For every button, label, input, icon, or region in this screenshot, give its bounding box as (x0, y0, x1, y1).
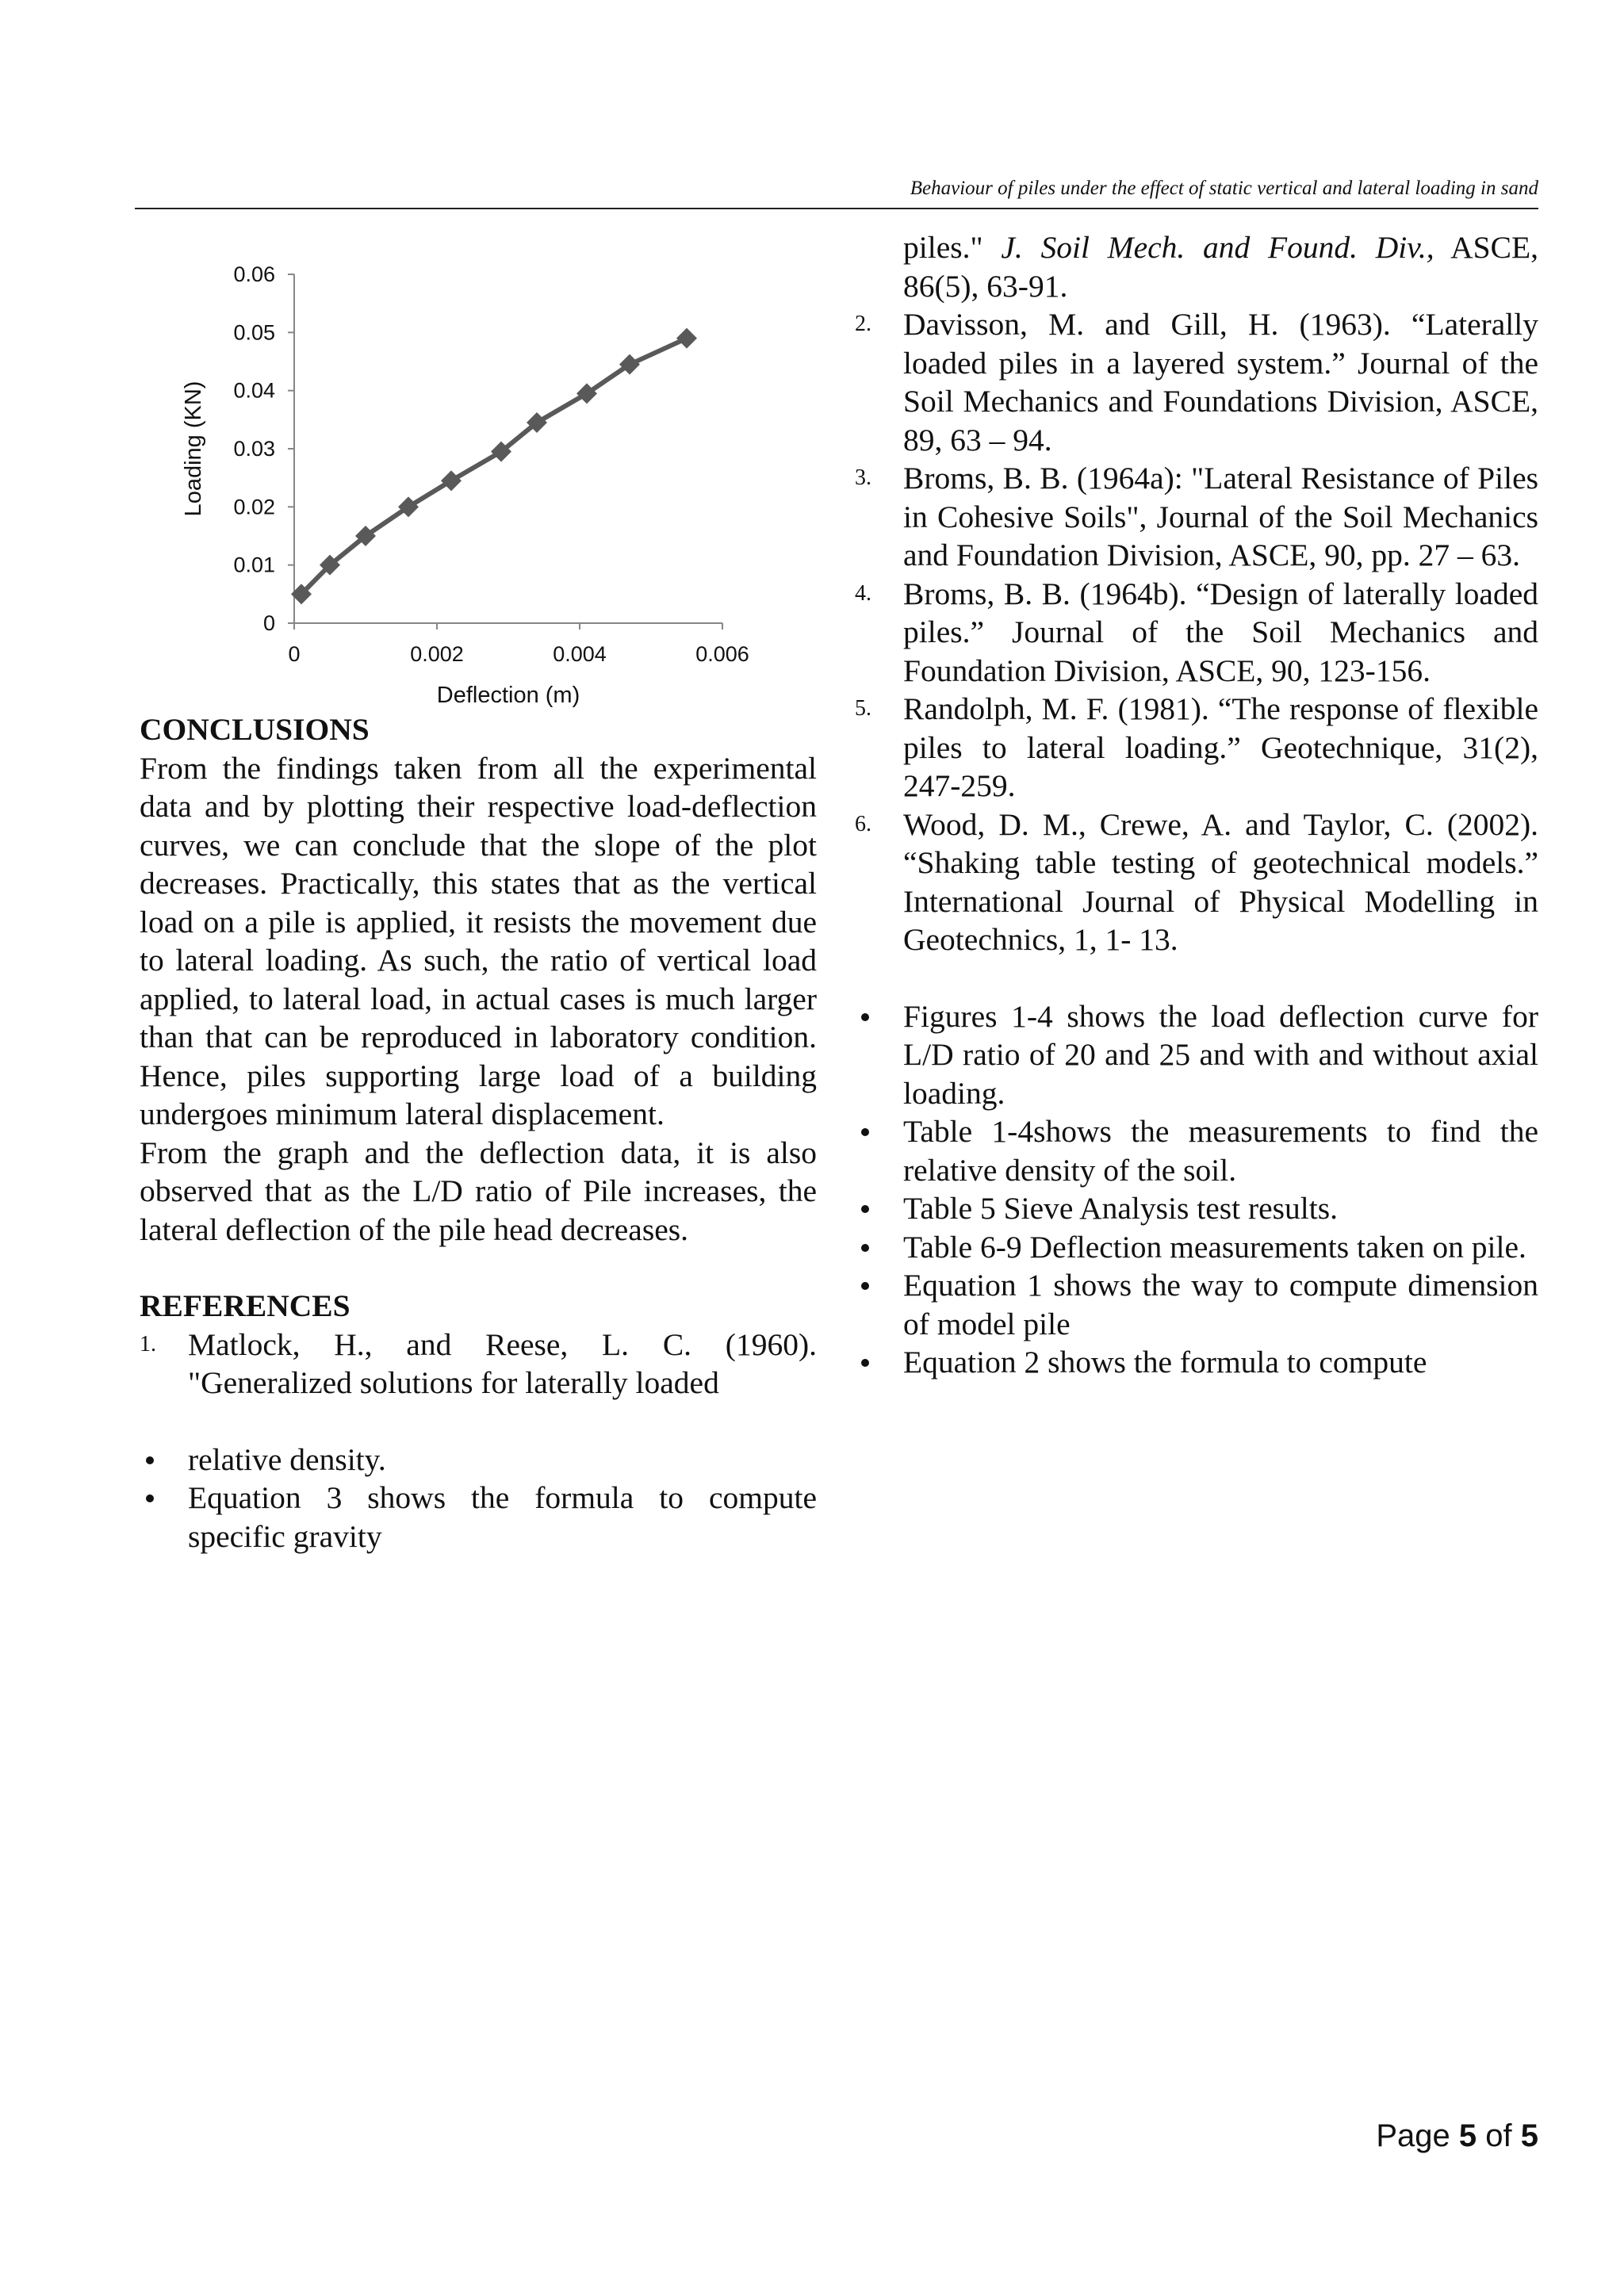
bullet-icon (861, 1205, 869, 1213)
conclusions-paragraph-2: From the graph and the deflection data, it is also observed that as the L/D ratio of Pile increases, the lateral deflection of the pile head decreases. (140, 1135, 817, 1247)
journal-name: J. Soil Mech. and Found. Div., (1001, 230, 1434, 265)
y-tick-label: 0 (262, 611, 275, 635)
data-point-diamond (441, 470, 462, 491)
reference-text: Matlock, H., and Reese, L. C. (1960). "Generalized solutions for laterally loaded (188, 1326, 817, 1400)
reference-text: ASCE, 86(5), 63-91. (903, 230, 1538, 304)
reference-3 (855, 459, 1538, 575)
reference-6 (855, 806, 1538, 959)
running-header: Behaviour of piles under the effect of static vertical and lateral loading in sand (910, 178, 1538, 199)
reference-number: 5. (855, 696, 871, 721)
x-tick-label: 0.004 (553, 642, 607, 666)
note-text: Equation 2 shows the formula to compute (903, 1345, 1427, 1380)
x-tick-label: 0.002 (410, 642, 464, 666)
bullet-icon (861, 1244, 869, 1252)
note-tables-1-4 (855, 1112, 1538, 1189)
conclusions-paragraph-1: From the findings taken from all the experimental data and by plotting their respective load-deflection curves, we can conclude that the slope of the plot decreases. Practically, this states that as the vertical load on a pile is applied, it resists the movement due to lateral loading. As such, the ratio of vertical load applied, to lateral load, in actual cases is much larger than that can be reproduced in laboratory condition. Hence, piles supporting large load of a building undergoes minimum lateral displacement. (140, 750, 817, 1131)
y-axis-label: Loading (KN) (181, 381, 206, 517)
reference-text: Broms, B. B. (1964b). “Design of laterally loaded piles.” Journal of the Soil Mechanics and Foundation Division, ASCE, 90, 123-156. (903, 576, 1538, 688)
data-point-diamond (676, 328, 697, 349)
reference-1-continued (855, 228, 1538, 305)
page-of: of (1477, 2118, 1521, 2153)
note-equation-1 (855, 1266, 1538, 1343)
reference-1 (140, 1326, 817, 1402)
x-tick-label: 0 (288, 642, 301, 666)
y-tick-label: 0.02 (233, 495, 275, 519)
note-text: Table 5 Sieve Analysis test results. (903, 1191, 1338, 1226)
note-figures (855, 997, 1538, 1113)
bullet-icon (861, 1359, 869, 1367)
note-tables-6-9 (855, 1228, 1538, 1267)
reference-2 (855, 305, 1538, 459)
reference-text: Randolph, M. F. (1981). “The response of flexible piles to lateral loading.” Geotechnique, 31(2), 247-259. (903, 691, 1538, 803)
bullet-icon (861, 1128, 869, 1136)
x-axis-label: Deflection (m) (436, 683, 580, 708)
note-equation-2 (855, 1343, 1538, 1382)
note-relative-density (140, 1441, 817, 1479)
left-column (140, 235, 817, 1556)
y-tick-label: 0.04 (233, 378, 275, 403)
note-text: Equation 3 shows the formula to compute specific gravity (188, 1480, 817, 1554)
conclusions-heading: CONCLUSIONS (140, 712, 370, 747)
y-tick-label: 0.06 (233, 262, 275, 286)
right-column (855, 228, 1538, 1382)
reference-number: 1. (140, 1331, 156, 1357)
note-table-5 (855, 1189, 1538, 1228)
references-heading: REFERENCES (140, 1288, 350, 1323)
page-current: 5 (1458, 2118, 1477, 2153)
bullet-icon (146, 1456, 154, 1464)
reference-number: 2. (855, 312, 871, 336)
page-total: 5 (1520, 2118, 1538, 2153)
note-text: Table 6-9 Deflection measurements taken on pile. (903, 1229, 1526, 1265)
reference-text: Wood, D. M., Crewe, A. and Taylor, C. (2002). “Shaking table testing of geotechnical models.” International Journal of Physical Modelling in Geotechnics, 1, 1- 13. (903, 806, 1538, 957)
bullet-icon (861, 1282, 869, 1290)
note-text: Table 1-4shows the measurements to find the relative density of the soil. (903, 1114, 1538, 1188)
bullet-icon (146, 1494, 154, 1502)
reference-5 (855, 690, 1538, 806)
y-tick-label: 0.01 (233, 553, 275, 577)
series-line (301, 339, 687, 595)
load-deflection-chart (140, 235, 817, 710)
reference-number: 3. (855, 465, 871, 490)
page-number (1376, 2118, 1538, 2154)
x-tick-label: 0.006 (695, 642, 749, 666)
reference-text: piles." (903, 230, 1002, 265)
reference-4 (855, 575, 1538, 691)
note-text: Equation 1 shows the way to compute dimension of model pile (903, 1268, 1538, 1341)
header-rule (135, 208, 1538, 209)
y-tick-label: 0.03 (233, 437, 275, 461)
reference-number: 4. (855, 580, 871, 606)
reference-text: Davisson, M. and Gill, H. (1963). “Laterally loaded piles in a layered system.” Journal of the Soil Mechanics and Foundations Division, ASCE, 89, 63 – 94. (903, 307, 1538, 457)
bullet-icon (861, 1013, 869, 1021)
note-equation-3 (140, 1479, 817, 1556)
note-text: Figures 1-4 shows the load deflection curve for L/D ratio of 20 and 25 and with and without axial loading. (903, 998, 1538, 1111)
reference-number: 6. (855, 811, 871, 836)
note-text: relative density. (188, 1441, 386, 1477)
reference-text: Broms, B. B. (1964a): "Lateral Resistance of Piles in Cohesive Soils", Journal of the Soil Mechanics and Foundation Division, ASCE, 90, pp. 27 – 63. (903, 461, 1538, 572)
page-prefix: Page (1376, 2118, 1459, 2153)
y-tick-label: 0.05 (233, 320, 275, 345)
